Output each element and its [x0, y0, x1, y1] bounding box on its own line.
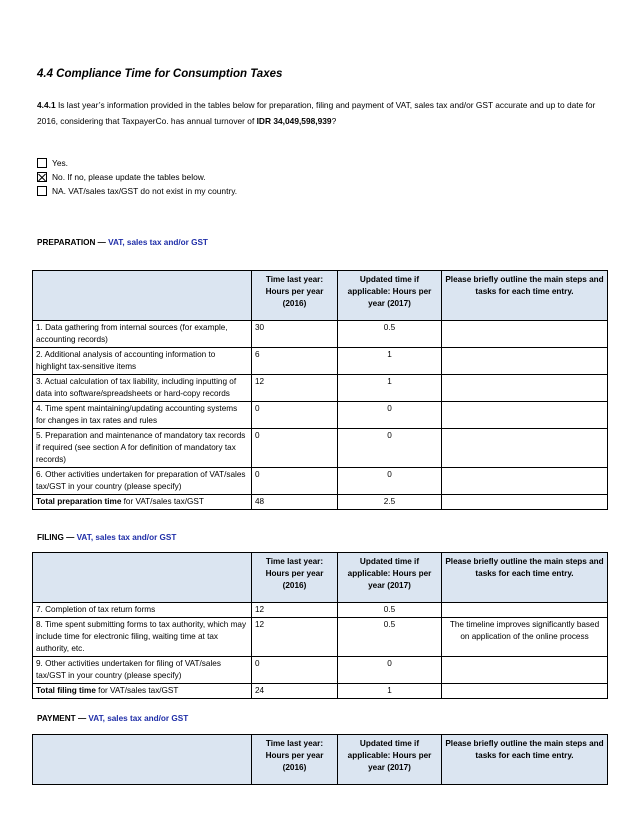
updated-value[interactable]: 0	[338, 657, 442, 684]
section-title: 4.4 Compliance Time for Consumption Taxes	[37, 68, 283, 80]
table-row	[33, 402, 608, 429]
header-blank	[33, 271, 252, 321]
updated-value[interactable]: 1	[338, 375, 442, 402]
heading-text: PREPARATION —	[37, 238, 109, 247]
header-last-year: Time last year: Hours per year (2016)	[252, 553, 338, 603]
filing-table	[32, 552, 608, 699]
total-label-bold: Total preparation time	[36, 497, 122, 506]
option-na[interactable]	[37, 184, 237, 198]
question-end: ?	[331, 116, 337, 126]
table-row	[33, 618, 608, 657]
last-year-value[interactable]: 0	[252, 429, 338, 468]
header-blank	[33, 553, 252, 603]
outline-cell[interactable]	[442, 375, 608, 402]
payment-heading	[37, 714, 188, 723]
option-label: Yes.	[52, 158, 68, 168]
row-label: 2. Additional analysis of accounting information to highlight tax-sensitive items	[33, 348, 252, 375]
header-outline: Please briefly outline the main steps and tasks for each time entry.	[442, 271, 608, 321]
updated-value[interactable]: 0	[338, 429, 442, 468]
preparation-table	[32, 270, 608, 510]
updated-value[interactable]: 0.5	[338, 603, 442, 618]
total-last-year: 24	[252, 684, 338, 699]
outline-cell[interactable]	[442, 321, 608, 348]
last-year-value[interactable]: 30	[252, 321, 338, 348]
table-row	[33, 468, 608, 495]
last-year-value[interactable]: 12	[252, 603, 338, 618]
answer-options	[37, 156, 237, 198]
header-outline: Please briefly outline the main steps and tasks for each time entry.	[442, 735, 608, 785]
table-row	[33, 321, 608, 348]
row-label: 3. Actual calculation of tax liability, including inputting of data into software/spreadsheets or hard-copy records	[33, 375, 252, 402]
row-label: 1. Data gathering from internal sources (for example, accounting records)	[33, 321, 252, 348]
option-label: No. If no, please update the tables below.	[52, 172, 206, 182]
checkbox-yes[interactable]	[37, 158, 47, 168]
outline-cell[interactable]	[442, 402, 608, 429]
header-blank	[33, 735, 252, 785]
total-outline	[442, 495, 608, 510]
outline-cell[interactable]	[442, 657, 608, 684]
last-year-value[interactable]: 0	[252, 402, 338, 429]
table-row	[33, 603, 608, 618]
last-year-value[interactable]: 0	[252, 468, 338, 495]
header-updated: Updated time if applicable: Hours per year (2017)	[338, 553, 442, 603]
question-number: 4.4.1	[37, 100, 56, 110]
row-label: 5. Preparation and maintenance of mandatory tax records if required (see section A for definition of mandatory tax records)	[33, 429, 252, 468]
option-label: NA. VAT/sales tax/GST do not exist in my country.	[52, 186, 238, 196]
header-last-year: Time last year: Hours per year (2016)	[252, 735, 338, 785]
turnover-value: IDR 34,049,598,939	[256, 116, 332, 126]
total-outline	[442, 684, 608, 699]
payment-table	[32, 734, 608, 785]
row-label: 4. Time spent maintaining/updating accounting systems for changes in tax rates and rules	[33, 402, 252, 429]
question-body: Is last year’s information provided in the tables below for preparation, filing and payment of VAT, sales tax and/or GST accurate and up to date for 2016, considering that TaxpayerCo. has annual turnover of	[37, 100, 596, 126]
heading-text: FILING —	[37, 533, 77, 542]
updated-value[interactable]: 0	[338, 468, 442, 495]
table-row	[33, 375, 608, 402]
updated-value[interactable]: 0	[338, 402, 442, 429]
checkbox-na[interactable]	[37, 186, 47, 196]
updated-value[interactable]: 1	[338, 348, 442, 375]
total-row	[33, 495, 608, 510]
total-last-year: 48	[252, 495, 338, 510]
preparation-heading	[37, 238, 208, 247]
heading-tax-type: VAT, sales tax and/or GST	[88, 714, 189, 723]
total-updated: 2.5	[338, 495, 442, 510]
total-label-bold: Total filing time	[36, 686, 96, 695]
option-no[interactable]	[37, 170, 237, 184]
updated-value[interactable]: 0.5	[338, 321, 442, 348]
total-label	[33, 495, 252, 510]
table-row	[33, 348, 608, 375]
header-updated: Updated time if applicable: Hours per year (2017)	[338, 735, 442, 785]
row-label: 6. Other activities undertaken for preparation of VAT/sales tax/GST in your country (please specify)	[33, 468, 252, 495]
question-text	[37, 97, 597, 129]
row-label: 7. Completion of tax return forms	[33, 603, 252, 618]
total-label-rest: for VAT/sales tax/GST	[121, 497, 204, 506]
heading-text: PAYMENT —	[37, 714, 89, 723]
outline-cell[interactable]	[442, 468, 608, 495]
last-year-value[interactable]: 0	[252, 657, 338, 684]
row-label: 8. Time spent submitting forms to tax authority, which may include time for electronic filing, waiting time at tax authority, etc.	[33, 618, 252, 657]
header-outline: Please briefly outline the main steps and tasks for each time entry.	[442, 553, 608, 603]
checkbox-no-checked[interactable]	[37, 172, 47, 182]
row-label: 9. Other activities undertaken for filing of VAT/sales tax/GST in your country (please specify)	[33, 657, 252, 684]
outline-cell[interactable]	[442, 603, 608, 618]
filing-heading	[37, 533, 176, 542]
total-row	[33, 684, 608, 699]
total-label-rest: for VAT/sales tax/GST	[95, 686, 179, 695]
heading-tax-type: VAT, sales tax and/or GST	[76, 533, 177, 542]
total-label	[33, 684, 252, 699]
outline-cell[interactable]: The timeline improves significantly based on application of the online process	[442, 618, 608, 657]
heading-tax-type: VAT, sales tax and/or GST	[108, 238, 208, 247]
table-row	[33, 657, 608, 684]
outline-cell[interactable]	[442, 429, 608, 468]
header-last-year: Time last year: Hours per year (2016)	[252, 271, 338, 321]
updated-value[interactable]: 0.5	[338, 618, 442, 657]
header-updated: Updated time if applicable: Hours per year (2017)	[338, 271, 442, 321]
table-row	[33, 429, 608, 468]
last-year-value[interactable]: 12	[252, 618, 338, 657]
option-yes[interactable]	[37, 156, 237, 170]
outline-cell[interactable]	[442, 348, 608, 375]
last-year-value[interactable]: 12	[252, 375, 338, 402]
last-year-value[interactable]: 6	[252, 348, 338, 375]
total-updated: 1	[338, 684, 442, 699]
